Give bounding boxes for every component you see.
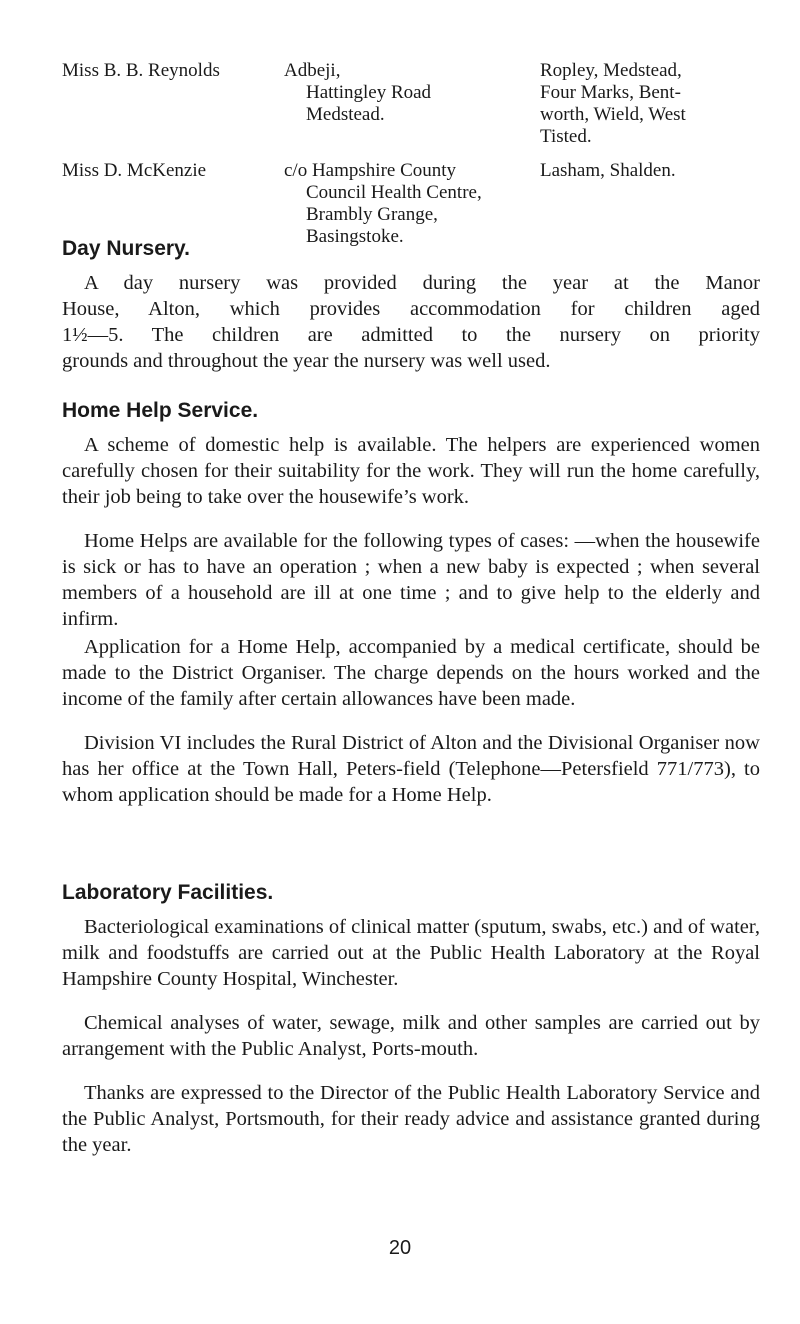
- organiser-name: Miss B. B. Reynolds: [62, 60, 220, 81]
- laboratory-section: [62, 880, 760, 1158]
- organiser-address: [284, 60, 540, 148]
- laboratory-paragraph-3: Thanks are expressed to the Director of the Public Health Laboratory Service and the Public Analyst, Portsmouth, for their ready advice and assistance granted during the year.: [62, 1082, 760, 1156]
- day-nursery-paragraph: [62, 270, 760, 374]
- home-help-paragraph-2: Home Helps are available for the following types of cases: —when the housewife is sick or has to have an operation ; when a new baby is expected ; when several members of a household are ill at one time ; and to give help to the elderly and infirm.: [62, 530, 760, 630]
- address-line: Medstead.: [306, 104, 385, 125]
- area-line: Four Marks, Bent-: [540, 82, 681, 103]
- table-row: [62, 160, 762, 248]
- home-help-heading: Home Help Service.: [62, 399, 259, 422]
- area-line: Ropley, Medstead,: [540, 60, 682, 81]
- table-row: [62, 60, 762, 148]
- page-number: 20: [388, 1237, 412, 1259]
- home-help-paragraph-4: Division VI includes the Rural District of Alton and the Divisional Organiser now has her office at the Town Hall, Peters-field (Telephone—Petersfield 771/773), to whom application should be made for a Home Help.: [62, 732, 760, 806]
- paragraph-line: House, Alton, which provides accommodation for children aged: [62, 298, 760, 320]
- area-line: worth, Wield, West: [540, 104, 686, 125]
- paragraph-line: grounds and throughout the year the nursery was well used.: [62, 350, 551, 372]
- organiser-area: [540, 60, 762, 148]
- address-line: c/o Hampshire County: [284, 160, 457, 181]
- address-line: Hattingley Road: [306, 82, 432, 103]
- address-line: Basingstoke.: [306, 226, 404, 247]
- day-nursery-heading: Day Nursery.: [62, 237, 191, 260]
- organiser-name: Miss D. McKenzie: [62, 160, 207, 181]
- organiser-area: [540, 160, 762, 248]
- day-nursery-section: [62, 236, 760, 374]
- home-help-paragraph-3: Application for a Home Help, accompanied by a medical certificate, should be made to the District Organiser. The charge depends on the hours worked and the income of the family after certain allowances have been made.: [62, 636, 760, 710]
- address-line: Brambly Grange,: [306, 204, 438, 225]
- laboratory-paragraph-1: Bacteriological examinations of clinical matter (sputum, swabs, etc.) and of water, milk and foodstuffs are carried out at the Public Health Laboratory at the Royal Hampshire County Hospital, Winchester.: [62, 916, 760, 990]
- paragraph-line: 1½—5. The children are admitted to the nursery on priority: [62, 324, 760, 346]
- laboratory-paragraph-2: Chemical analyses of water, sewage, milk and other samples are carried out by arrangement with the Public Analyst, Ports-mouth.: [62, 1012, 760, 1060]
- organiser-address: [284, 160, 540, 248]
- area-line: Tisted.: [540, 126, 592, 147]
- home-help-organisers-table: [62, 60, 762, 260]
- address-line: Adbeji,: [284, 60, 341, 81]
- address-line: Council Health Centre,: [306, 182, 482, 203]
- area-line: Lasham, Shalden.: [540, 160, 676, 181]
- paragraph-line: A day nursery was provided during the year at the Manor: [84, 272, 760, 294]
- home-help-section: [62, 398, 760, 808]
- home-help-paragraph-1: A scheme of domestic help is available. The helpers are experienced women carefully chosen for their suitability for the work. They will run the home carefully, their job being to take over the housewife’s work.: [62, 434, 760, 508]
- laboratory-heading: Laboratory Facilities.: [62, 881, 274, 904]
